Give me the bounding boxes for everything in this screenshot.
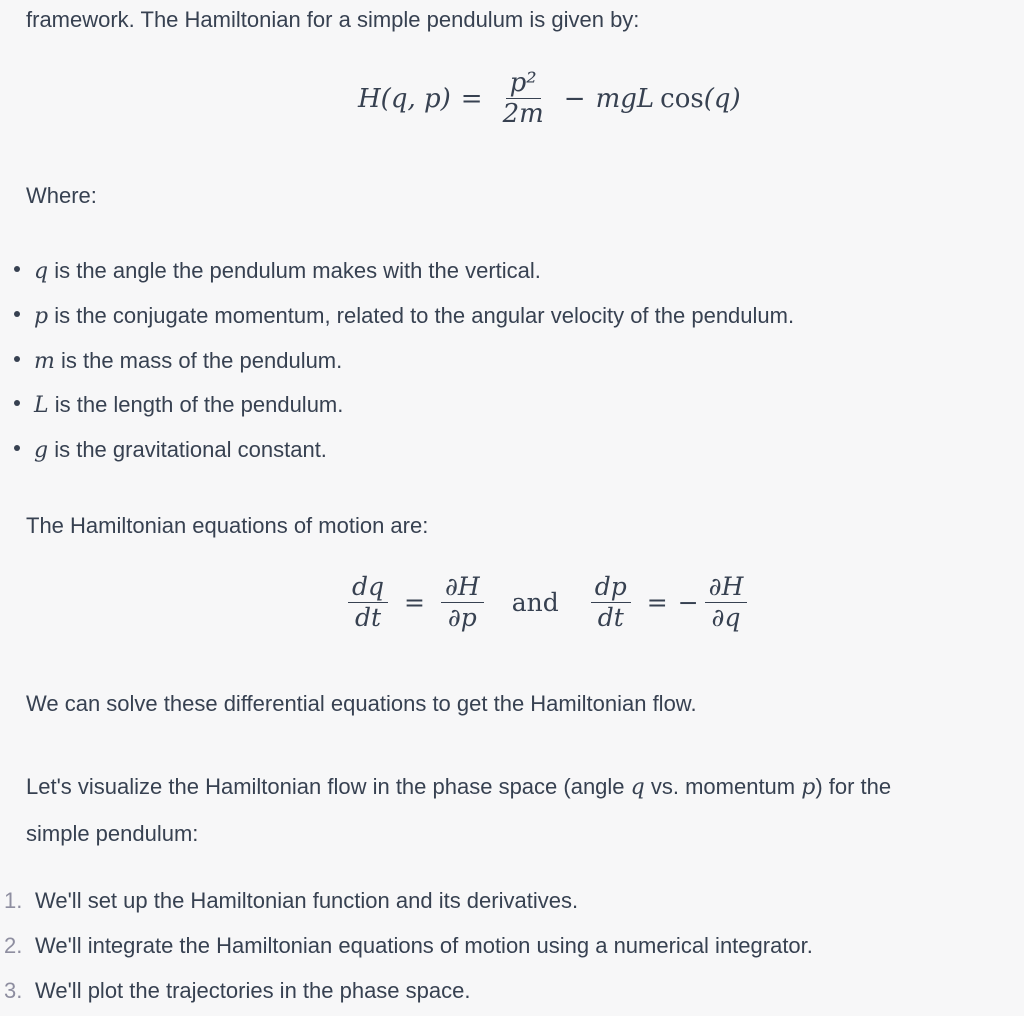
fraction-numerator: ∂H bbox=[705, 572, 748, 603]
variable-description: is the angle the pendulum makes with the vertical. bbox=[48, 258, 541, 283]
where-label: Where: bbox=[26, 183, 97, 208]
minus-sign: − bbox=[563, 83, 586, 114]
cos-argument: (q) bbox=[703, 83, 741, 114]
fraction-denominator: ∂q bbox=[711, 603, 741, 632]
fraction-denominator: dt bbox=[597, 603, 624, 632]
step-text: We'll plot the trajectories in the phase space. bbox=[35, 977, 471, 1003]
variable-symbol: g bbox=[34, 438, 49, 464]
list-item bbox=[0, 431, 794, 476]
kinetic-fraction bbox=[499, 68, 548, 129]
step-number: 1. bbox=[4, 888, 23, 913]
list-item bbox=[0, 972, 813, 1016]
step-number: 3. bbox=[4, 977, 23, 1003]
fraction-numerator: dp bbox=[591, 572, 631, 603]
visualize-paragraph bbox=[26, 764, 891, 857]
list-item bbox=[0, 342, 794, 387]
variable-description: is the gravitational constant. bbox=[48, 437, 327, 463]
fraction-denominator: dt bbox=[354, 603, 382, 632]
variable-symbol: L bbox=[34, 393, 49, 419]
eom-intro: The Hamiltonian equations of motion are: bbox=[26, 513, 429, 538]
solve-paragraph: We can solve these differential equations to get the Hamiltonian flow. bbox=[26, 691, 697, 716]
momentum-symbol: p bbox=[801, 775, 816, 800]
variable-description: is the mass of the pendulum. bbox=[54, 347, 343, 373]
variable-symbol: p bbox=[34, 303, 49, 329]
visualize-text: simple pendulum: bbox=[26, 821, 199, 846]
equals-sign: = bbox=[460, 83, 483, 114]
fraction-denominator: ∂p bbox=[447, 603, 477, 632]
hamiltonian-lhs: H(q, p) bbox=[358, 83, 451, 114]
steps-list bbox=[0, 882, 813, 1016]
fraction-numerator: ∂H bbox=[441, 572, 484, 603]
variable-symbol: m bbox=[34, 348, 55, 374]
hamiltonian-equation bbox=[358, 68, 741, 129]
fraction-denominator: 2m bbox=[502, 99, 544, 129]
cos-function: cos bbox=[660, 83, 704, 114]
potential-term: mgL bbox=[595, 83, 655, 114]
equations-of-motion bbox=[342, 572, 753, 633]
equals-sign: = bbox=[404, 588, 425, 617]
minus-sign: − bbox=[677, 588, 699, 617]
dH-dp-fraction bbox=[441, 572, 484, 633]
equals-sign: = bbox=[646, 588, 668, 617]
variable-description: is the length of the pendulum. bbox=[48, 392, 344, 418]
fraction-numerator: dq bbox=[348, 572, 388, 603]
step-number: 2. bbox=[4, 932, 23, 958]
list-item bbox=[0, 252, 794, 297]
list-item bbox=[0, 882, 813, 927]
dp-dt-fraction bbox=[591, 572, 631, 633]
dH-dq-fraction bbox=[705, 572, 748, 633]
step-text: We'll set up the Hamiltonian function and its derivatives. bbox=[35, 888, 579, 913]
variable-description: is the conjugate momentum, related to the angular velocity of the pendulum. bbox=[48, 302, 795, 328]
list-item bbox=[0, 386, 794, 431]
visualize-text: vs. momentum bbox=[644, 774, 802, 799]
step-text: We'll integrate the Hamiltonian equations of motion using a numerical integrator. bbox=[35, 932, 813, 958]
variable-list bbox=[0, 252, 794, 476]
list-item bbox=[0, 297, 794, 342]
list-item bbox=[0, 927, 813, 972]
intro-paragraph: framework. The Hamiltonian for a simple pendulum is given by: bbox=[26, 7, 640, 32]
dq-dt-fraction bbox=[348, 572, 388, 633]
visualize-text: ) for the bbox=[815, 774, 892, 799]
variable-symbol: q bbox=[34, 259, 49, 284]
fraction-numerator: p² bbox=[506, 68, 541, 99]
angle-symbol: q bbox=[630, 775, 645, 800]
visualize-text: Let's visualize the Hamiltonian flow in the phase space (angle bbox=[26, 774, 631, 799]
and-word: and bbox=[511, 588, 559, 617]
